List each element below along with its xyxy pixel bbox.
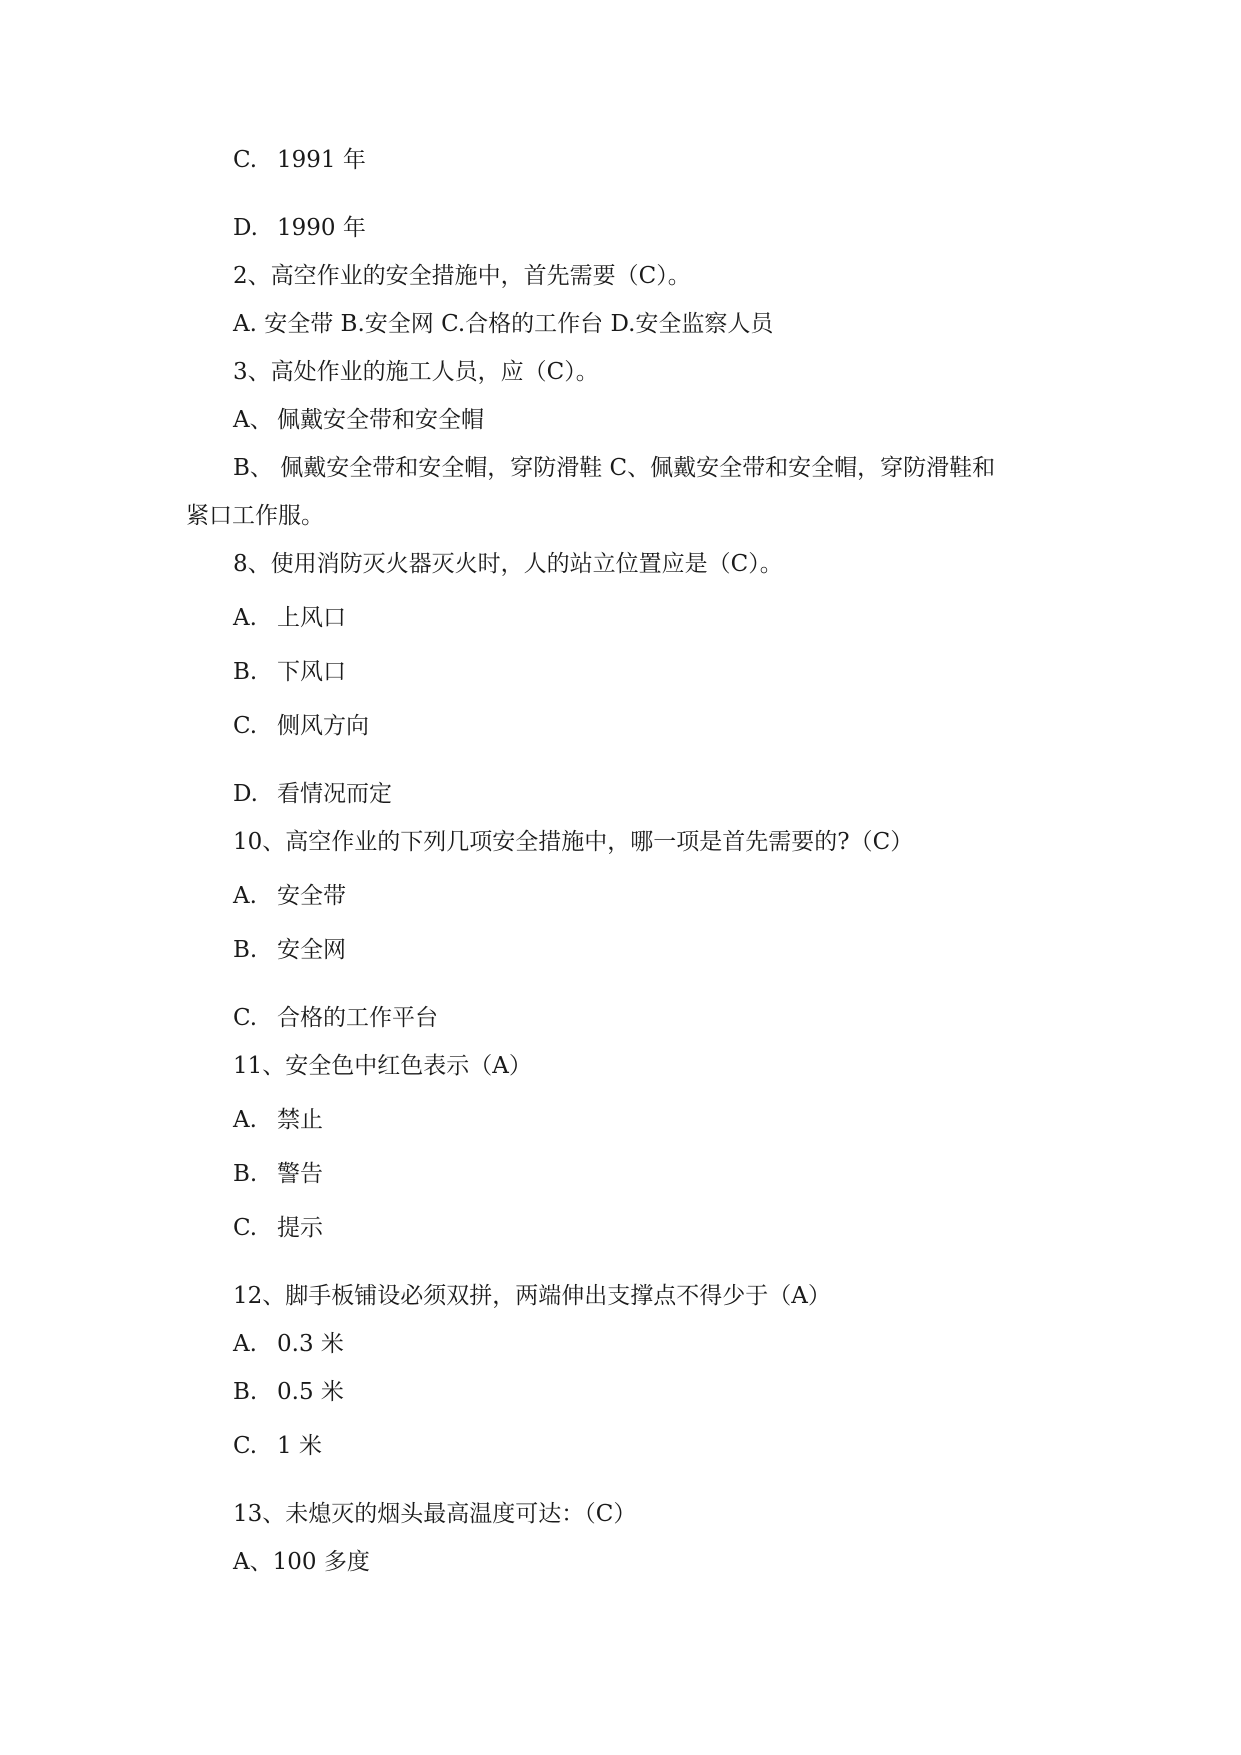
question-text: 11、安全色中红色表示（A）	[233, 1053, 532, 1079]
paragraph-continuation: 紧口工作服。	[186, 503, 324, 529]
option-text: 禁止	[277, 1107, 323, 1133]
option-label: B.	[233, 937, 258, 963]
option-label: D.	[233, 215, 258, 241]
question-text: 10、高空作业的下列几项安全措施中，哪一项是首先需要的?（C）	[233, 829, 914, 855]
question-text: 2、高空作业的安全措施中，首先需要（C）。	[233, 263, 691, 289]
option-label: A.	[233, 1107, 257, 1133]
answer-option-text: A、100 多度	[233, 1549, 370, 1575]
option-text: 0.5 米	[277, 1379, 344, 1405]
option-text: 警告	[277, 1161, 323, 1187]
option-label: A.	[233, 1331, 257, 1357]
option-label: C.	[233, 1433, 258, 1459]
option-text: 合格的工作平台	[277, 1005, 438, 1031]
option-text: 侧风方向	[277, 713, 369, 739]
option-text: 下风口	[277, 659, 346, 685]
options-inline-text: A. 安全带 B.安全网 C.合格的工作台 D.安全监察人员	[233, 311, 774, 337]
option-text: 上风口	[277, 605, 346, 631]
option-text: 提示	[277, 1215, 323, 1241]
option-label: A、	[233, 407, 273, 433]
option-label: D.	[233, 781, 258, 807]
option-text: 1990 年	[277, 215, 366, 241]
question-text: 8、使用消防灭火器灭火时，人的站立位置应是（C）。	[233, 551, 783, 577]
question-text: 12、脚手板铺设必须双拼，两端伸出支撑点不得少于（A）	[233, 1283, 831, 1309]
option-label: B.	[233, 1161, 258, 1187]
question-text: 13、未熄灭的烟头最高温度可达：（C）	[233, 1501, 637, 1527]
option-label: A.	[233, 605, 257, 631]
option-text: 0.3 米	[277, 1331, 344, 1357]
option-text: 看情况而定	[277, 781, 392, 807]
option-text: 安全网	[277, 937, 346, 963]
option-text: 1991 年	[277, 147, 366, 173]
option-label: C.	[233, 147, 258, 173]
option-text: 1 米	[277, 1433, 322, 1459]
option-label: B.	[233, 659, 258, 685]
option-label: C.	[233, 1005, 258, 1031]
option-label: C.	[233, 713, 258, 739]
option-label: C.	[233, 1215, 258, 1241]
question-text: 3、高处作业的施工人员，应（C）。	[233, 359, 599, 385]
option-text: 佩戴安全带和安全帽	[277, 407, 484, 433]
paragraph-text: B、 佩戴安全带和安全帽，穿防滑鞋 C、佩戴安全带和安全帽，穿防滑鞋和	[233, 455, 996, 481]
option-label: A.	[233, 883, 257, 909]
option-label: B.	[233, 1379, 258, 1405]
option-text: 安全带	[277, 883, 346, 909]
